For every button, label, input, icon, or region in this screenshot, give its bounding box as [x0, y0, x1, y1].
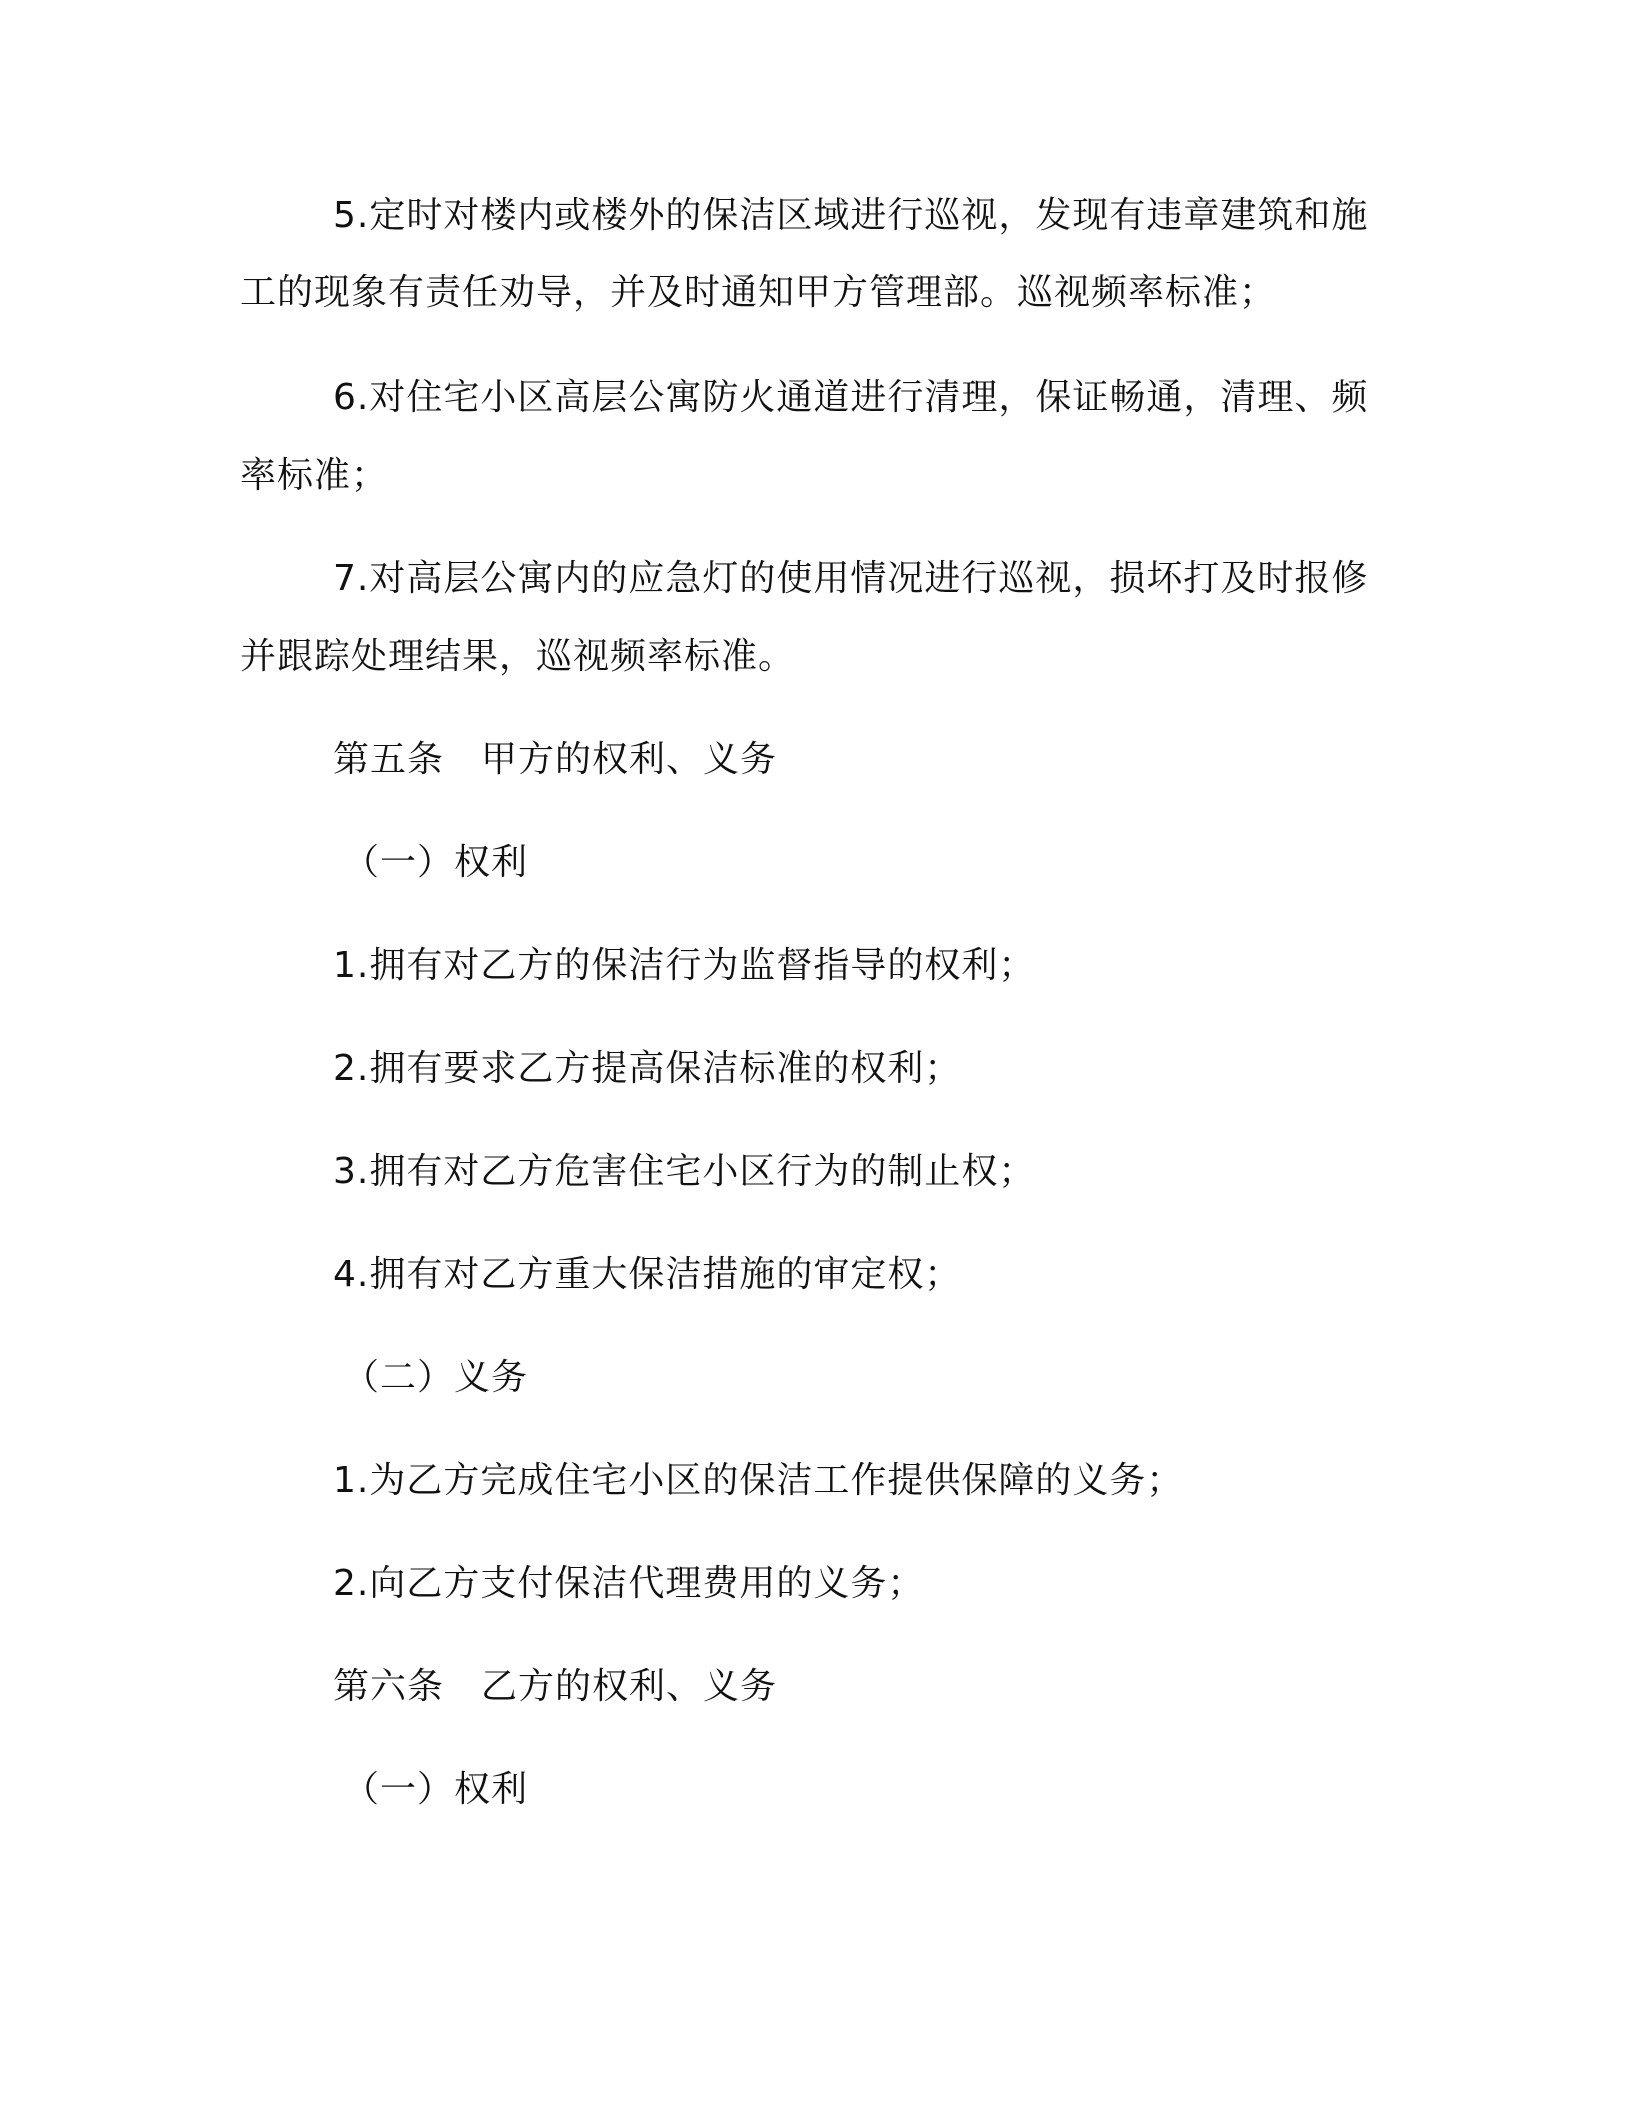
article-5-right-4: 4.拥有对乙方重大保洁措施的审定权； — [333, 1254, 962, 1295]
article-6-heading: 第六条 乙方的权利、义务 — [333, 1666, 778, 1707]
article-5-heading: 第五条 甲方的权利、义务 — [333, 739, 778, 780]
item-6-line-1: 6.对住宅小区高层公寓防火通道进行清理，保证畅通，清理、频 — [333, 377, 1369, 418]
article-5-duty-2: 2.向乙方支付保洁代理费用的义务； — [333, 1563, 925, 1604]
article-5-right-3: 3.拥有对乙方危害住宅小区行为的制止权； — [333, 1151, 1036, 1192]
article-5-duties-heading: （二）义务 — [343, 1357, 529, 1398]
item-5-line-1: 5.定时对楼内或楼外的保洁区域进行巡视，发现有违章建筑和施 — [333, 195, 1369, 236]
item-7-line-1: 7.对高层公寓内的应急灯的使用情况进行巡视，损坏打及时报修 — [333, 558, 1369, 599]
article-5-rights-heading: （一）权利 — [343, 842, 529, 883]
item-6-line-2: 率标准； — [240, 455, 389, 496]
item-7-line-2: 并跟踪处理结果，巡视频率标准。 — [240, 636, 796, 677]
article-6-rights-heading: （一）权利 — [343, 1769, 529, 1810]
article-5-right-2: 2.拥有要求乙方提高保洁标准的权利； — [333, 1048, 962, 1089]
article-5-duty-1: 1.为乙方完成住宅小区的保洁工作提供保障的义务； — [333, 1460, 1184, 1501]
article-5-right-1: 1.拥有对乙方的保洁行为监督指导的权利； — [333, 945, 1036, 986]
item-5-line-2: 工的现象有责任劝导，并及时通知甲方管理部。巡视频率标准； — [240, 272, 1277, 313]
